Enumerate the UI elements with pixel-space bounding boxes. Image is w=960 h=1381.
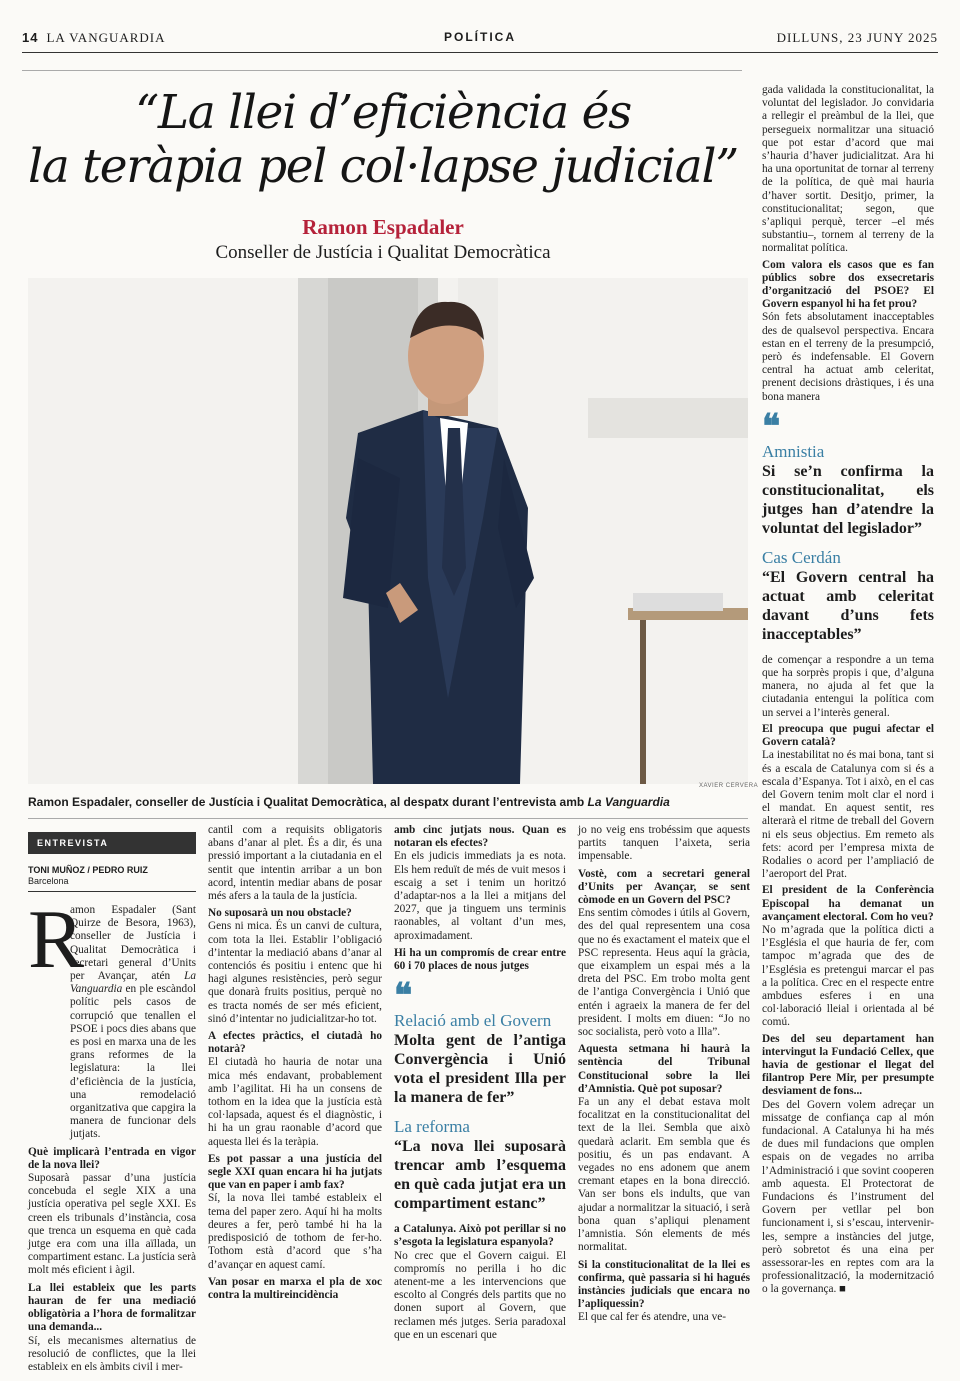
answer-7-cont: jo no veig ens trobéssim que aquests partits tanquen l’aixeta, seria impensable.: [578, 824, 750, 863]
byline: TONI MUÑOZ / PEDRO RUIZ: [28, 865, 148, 875]
section-tag: ENTREVISTA: [28, 832, 196, 854]
pull-quote-4-head: Cas Cerdán: [762, 547, 841, 567]
section-name: POLÍTICA: [444, 30, 516, 44]
column-3: [394, 824, 566, 1342]
question-11: Com valora els casos que es fan públics sobre dos exsecretaris d’organització del PSOE? El Govern espanyol hi ha fet prou?: [762, 258, 934, 311]
intro-paragraph: [28, 893, 196, 1142]
pull-quote-1-head: Relació amb el Govern: [394, 1011, 552, 1031]
end-mark-icon: ■: [836, 1283, 846, 1296]
column-1: [28, 893, 196, 1374]
answer-3: Gens ni mica. És un canvi de cultura, com tota la llei. Establir l’obligació d’intentar la mediació abans d’anar al contenciós és positiu i entenc que hi hagi algunes resistències, però segur que donarà fruits positius, perquè no es tracta només de ser més eficient, sinó d’intentar no judicialitzar-ho tot.: [208, 920, 382, 1025]
answer-6: En els judicis immediats ja es nota. Els hem reduït de més de vuit mesos i escaig a set i tenim un horitzó d’adaptar-nos a la llei a mitjans del 2027, que ja tinguem uns terminis raonables, al voltant d’un mes, aproximadament.: [394, 850, 566, 942]
question-7: Hi ha un compromís de crear entre 60 i 70 places de nous jutges: [394, 946, 566, 973]
pull-quote-4: [762, 548, 934, 644]
answer-12: La inestabilitat no és mai bona, tant si és a escala de Catalunya com si és a escala d’Espanya. Tot i això, en el cas del Govern tenim molt clar el nord i el mandat. En aquest sentit, res alterarà el ritme de treball del Govern ni els seus objectius. Em remeto als fets: acord per l’empresa mixta de Rodalies o acord per l’ampliació de l’aeroport del Prat.: [762, 749, 934, 881]
pull-quote-2-text: “La nova llei suposarà trencar amb l’esquema en què cada jutjat era un compartiment estanc”: [394, 1138, 566, 1213]
caption-rule: [28, 818, 748, 819]
photo-credit: XAVIER CERVERA: [699, 783, 759, 789]
headline-line-1: “La llei d’eficiència és: [135, 85, 631, 140]
answer-11: Són fets absolutament inacceptables des de qualsevol perspectiva. Encara estan en el terreny de la presumpció, però és indefensable. El Govern central ha actuat amb celeritat, prenent decisions dràstiques, i és una bona manera: [762, 311, 934, 403]
question-1: Què implicarà l’entrada en vigor de la nova llei?: [28, 1145, 196, 1171]
pull-quote-3-text: Si se’n confirma la constitucionalitat, els jutges han d’atendre la voluntat del legislador”: [762, 462, 934, 537]
newspaper-name: LA VANGUARDIA: [46, 30, 166, 45]
question-5: Es pot passar a una justícia del segle XXI quan encara hi ha jutjats que van en paper i amb fax?: [208, 1152, 382, 1192]
headline-rule: [22, 70, 742, 71]
pull-quote-1: [394, 976, 566, 1107]
headline-line-2: la teràpia pel col·lapse judicial”: [28, 139, 738, 194]
answer-10-cont: gada validada la constitucionalitat, la voluntat del legislador. Jo convidaria a rellegir el preàmbul de la llei, que persegueix normalitzar una situació que pot estar d’acord que mai s’hauria d’haver judicialitzat. Ara hi ha una oportunitat de tornar al terreny de la política, de què mai hauria d’haver sortit. Desitjo, primer, la constitucionalitat; segon, que s’apliqui perquè, tercer –el més substantiu–, tornem al terreny de la normalitat política.: [762, 84, 934, 255]
pull-quote-4-text: “El Govern central ha actuat amb celeritat davant d’uns fets inacceptables”: [762, 568, 934, 643]
interviewee-name: Ramon Espadaler: [302, 215, 464, 239]
column-5: [762, 84, 934, 1297]
intro-italic: La Vanguardia: [70, 970, 196, 996]
answer-4: El ciutadà ho hauria de notar una mica més endavant, probablement amb l’agilitat. Hi ha un consens de tothom en la idea que la justícia està col·lapsada, aquest és el diagnòstic, i hi ha un grau raonable d’acord que aquesta llei és la teràpia.: [208, 1056, 382, 1148]
pull-quote-3: [762, 406, 934, 538]
pull-quote-2-head: La reforma: [394, 1117, 470, 1137]
question-6: Van posar en marxa el pla de xoc contra la multireincidència: [208, 1275, 382, 1301]
drop-cap: R: [28, 893, 85, 986]
answer-5: Sí, la nova llei també estableix el tema del paper zero. Aquí hi ha molts deures a fer, però també hi ha la predisposició de tothom de fer-ho. Tothom està d’acord que s’ha d’avançar en aquest camí.: [208, 1192, 382, 1271]
interviewee-role: Conseller de Justícia i Qualitat Democràtica: [215, 242, 551, 263]
pull-quote-2: [394, 1117, 566, 1213]
column-4: [578, 824, 750, 1325]
portrait-illustration: [28, 278, 748, 784]
dateline-city: Barcelona: [28, 876, 69, 886]
answer-11-cont: de començar a respondre a un tema que ha sorprès propis i que, d’alguna manera, no ajuda al fet que la ciutadania entengui la política com un servei a l’interès general.: [762, 653, 934, 719]
question-8: Vostè, com a secretari general d’Units per Avançar, se sent còmode en un Govern del PSC?: [578, 867, 750, 907]
question-12: El preocupa que pugui afectar el Govern català?: [762, 722, 934, 749]
issue-date: DILLUNS, 23 JUNY 2025: [776, 30, 938, 45]
answer-9: Fa un any el debat estava molt focalitzat en la constitucionalitat del text de la llei. Sembla que això quedarà aclarit. Em sembla que és positiu, és un pas endavant. A vegades no ens adonem que anem cremant etapes en la bona direcció. Van ser bons els indults, que van ajudar a normalitzar la situació, i serà bona quan s’apliqui plenament l’amnistia. Són elements de més normalitat.: [578, 1096, 750, 1254]
answer-2-cont: cantil com a requisits obligatoris abans d’anar al plet. És a dir, és una pressió important a la ciutadania en el sentit que intentin arribar a un bon acord, intentin mediar abans de posar més afers a la taula de la justícia.: [208, 824, 382, 903]
quote-mark-icon: ❝: [394, 976, 413, 1017]
question-10: Si la constitucionalitat de la llei es confirma, què passaria si hi hagués instàncies judicials que encara no l’apliquessin?: [578, 1258, 750, 1311]
byline-rule: [28, 891, 196, 892]
answer-7: No crec que el Govern caigui. El compromís no perilla i ho dic atenent-me a les intervencions que escolto al Congrés dels partits que no donen suport al Govern, que reclamen més jutges. Seria paradoxal que en un escenari que: [394, 1249, 566, 1341]
question-13: El president de la Conferència Episcopal ha demanat un avançament electoral. Com ho veu?: [762, 884, 934, 923]
caption-italic: La Vanguardia: [587, 795, 670, 809]
question-6-cont: amb cinc jutjats nous. Quan es notaran els efectes?: [394, 824, 566, 850]
intro-text-end: en ple escàndol polític pels casos de corrupció que tenallen el PSOE i pocs dies abans que es posi en marxa una de les grans reformes de la legislatura: la llei d’eficiència de la justícia, una remodelació organitzativa que capgira la manera de funcionar dels jutjats.: [70, 983, 196, 1141]
quote-mark-icon: ❝: [762, 406, 781, 447]
question-9: Aquesta setmana hi haurà la sentència del Tribunal Constitucional sobre la llei d’Amnistia. Què pot suposar?: [578, 1043, 750, 1095]
column-2: [208, 824, 382, 1302]
answer-14: [762, 1099, 934, 1297]
intro-text: amon Espadaler (Sant Quirze de Besora, 1963), conseller de Justícia i Qualitat Democràtica i secretari general d’Units per Avançar, atén: [70, 904, 196, 983]
answer-10: El que cal fer és atendre, una ve-: [578, 1311, 727, 1324]
answer-1: Suposarà passar d’una justícia concebuda el segle XIX a una justícia operativa pel segle XXI. Es creen els tribunals d’instància, cosa que trenca un esquema en què cada jutge era com una illa aïllada, un compartiment estanc. La justícia serà molt més eficient i àgil.: [28, 1172, 196, 1277]
answer-2: Sí, els mecanismes alternatius de resolució de conflictes, que la llei estableix en els àmbits civil i mer-: [28, 1334, 196, 1373]
headline: [28, 86, 738, 194]
portrait-photo: [28, 278, 748, 784]
page-header: [22, 26, 938, 50]
question-3: No suposarà un nou obstacle?: [208, 907, 352, 920]
answer-14-text: Des del Govern volem adreçar un missatge de confiança cap al món fundacional. A Catalunya hi ha més de dues mil fundacions que omplen espais on de vegades no arriba l’Administració i que sovint cooperen amb aquesta. El Protectorat de Fundacions és l’instrument del Govern per vetllar pel bon funcionament i, si s’escau, intervenir-les, sempre a instàncies del jutge, però sobretot és una eina per assessorar-les en reptes com ara la professionalització, la modernització o la governança.: [762, 1098, 934, 1296]
question-2: La llei estableix que les parts hauran de fer una mediació obligatòria a l’hora de formalitzar una demanda...: [28, 1281, 196, 1334]
header-rule: [22, 52, 938, 53]
answer-13: No m’agrada que la política dicti a l’Església el que hauria de fer, com tampoc m’agrada que des de l’Església es pretengui marcar el pas a la política. Crec en el respecte entre ambdues esferes i en una col·laboració lleial i orientada al bé comú.: [762, 923, 934, 1029]
answer-8: Ens sentim còmodes i útils al Govern, des del qual representem una cosa que no és exactament el mateix que el PSC representa. Heus aquí la gràcia, que eixamplem un espai més a la dreta del PSC. Em trobo molta gent de l’antiga Convergència i Unió que entén i agraeix la manera de fer del president. I molts em diuen: “Jo no soc socialista, però voto a Illa”.: [578, 907, 750, 1039]
pull-quote-3-head: Amnistia: [762, 441, 825, 461]
photo-caption: [28, 795, 670, 809]
pull-quote-1-text: Molta gent de l’antiga Convergència i Unió vota el president Illa per la manera de fer”: [394, 1032, 566, 1107]
question-14: Des del seu departament han intervingut la Fundació Cellex, que havia de gestionar el llegat del filantrop Pere Mir, per presumpte desviament de fons...: [762, 1032, 934, 1098]
question-4: A efectes pràctics, el ciutadà ho notarà?: [208, 1030, 382, 1056]
page-number: 14: [22, 30, 39, 45]
question-7-cont: a Catalunya. Això pot perillar si no s’esgota la legislatura espanyola?: [394, 1223, 566, 1249]
caption-text: Ramon Espadaler, conseller de Justícia i Qualitat Democràtica, al despatx durant l’entrevista amb: [28, 795, 585, 809]
